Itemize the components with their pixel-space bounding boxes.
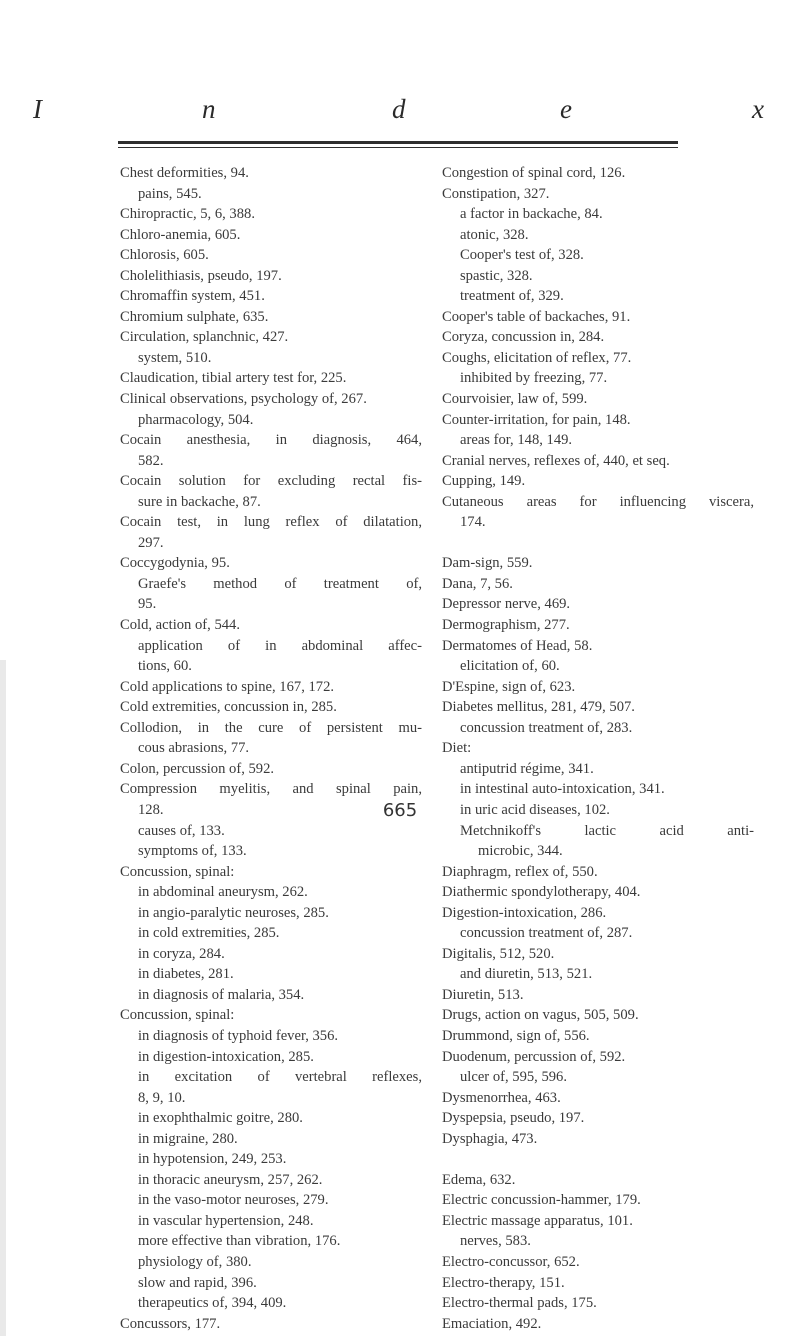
index-subentry: system, 510.	[138, 349, 212, 366]
index-entry: Digestion-intoxication, 286.	[442, 904, 607, 921]
index-entry: Concussors, 177.	[120, 1315, 221, 1332]
index-entry: Dermatomes of Head, 58.	[442, 637, 593, 654]
index-subentry: Graefe's method of treatment of,	[138, 575, 422, 592]
index-subentry: atonic, 328.	[460, 226, 529, 243]
index-entry-continuation: 297.	[138, 534, 164, 551]
index-subentry: microbic, 344.	[478, 843, 563, 860]
index-entry: Diaphragm, reflex of, 550.	[442, 863, 598, 880]
index-entry-continuation: 174.	[460, 514, 486, 531]
index-entry: Compression myelitis, and spinal pain,	[120, 781, 422, 798]
index-entry: Cocain solution for excluding rectal fis-	[120, 473, 422, 490]
index-subentry: treatment of, 329.	[460, 288, 564, 305]
index-entry-continuation: sure in backache, 87.	[138, 493, 261, 510]
index-column-left	[120, 163, 422, 1334]
index-entry: Electro-concussor, 652.	[442, 1253, 580, 1270]
index-entry: D'Espine, sign of, 623.	[442, 678, 576, 695]
index-entry: Concussion, spinal:	[120, 1007, 235, 1024]
index-entry: Cooper's table of backaches, 91.	[442, 308, 631, 325]
page-number: 665	[382, 800, 418, 821]
index-subentry: tions, 60.	[138, 658, 192, 675]
index-entry: Drummond, sign of, 556.	[442, 1027, 590, 1044]
index-entry: Counter-irritation, for pain, 148.	[442, 411, 631, 428]
index-entry: Diuretin, 513.	[442, 986, 524, 1003]
running-header	[0, 94, 800, 134]
index-entry: Drugs, action on vagus, 505, 509.	[442, 1007, 639, 1024]
index-entry: Cutaneous areas for influencing viscera,	[442, 493, 754, 510]
index-entry: Diabetes mellitus, 281, 479, 507.	[442, 699, 635, 716]
index-subentry: application of in abdominal affec-	[138, 637, 422, 654]
index-entry: Dana, 7, 56.	[442, 575, 513, 592]
index-entry: Diet:	[442, 740, 472, 757]
index-entry: Cupping, 149.	[442, 473, 526, 490]
index-subentry: symptoms of, 133.	[138, 843, 247, 860]
section-gap	[442, 533, 754, 554]
index-subentry: pains, 545.	[138, 185, 202, 202]
index-entry: Dermographism, 277.	[442, 617, 570, 634]
index-entry: Cold extremities, concussion in, 285.	[120, 699, 337, 716]
index-entry: Chloro-anemia, 605.	[120, 226, 241, 243]
index-subentry: elicitation of, 60.	[460, 658, 560, 675]
index-entry: Depressor nerve, 469.	[442, 596, 571, 613]
index-entry: Claudication, tibial artery test for, 225.	[120, 370, 347, 387]
index-entry: Electric concussion-hammer, 179.	[442, 1192, 641, 1209]
index-subentry: in cold extremities, 285.	[138, 925, 280, 942]
index-entry: Circulation, splanchnic, 427.	[120, 329, 289, 346]
index-entry: Chromaffin system, 451.	[120, 288, 265, 305]
index-entry: Cocain anesthesia, in diagnosis, 464,	[120, 432, 422, 449]
index-subentry: in digestion-intoxication, 285.	[138, 1048, 314, 1065]
index-entry: Coughs, elicitation of reflex, 77.	[442, 349, 632, 366]
index-entry: Chest deformities, 94.	[120, 165, 249, 181]
index-subentry: concussion treatment of, 287.	[460, 925, 633, 942]
index-subentry: in hypotension, 249, 253.	[138, 1151, 287, 1168]
header-letter: n	[202, 94, 216, 124]
index-subentry: and diuretin, 513, 521.	[460, 966, 593, 983]
index-entry: Chromium sulphate, 635.	[120, 308, 269, 325]
index-subentry: causes of, 133.	[138, 822, 225, 839]
header-rule-thin	[118, 147, 678, 148]
index-subentry: areas for, 148, 149.	[460, 432, 573, 449]
index-entry: Concussion, spinal:	[120, 863, 235, 880]
index-subentry: in abdominal aneurysm, 262.	[138, 884, 308, 901]
index-entry: Colon, percussion of, 592.	[120, 760, 275, 777]
index-subentry: in migraine, 280.	[138, 1130, 238, 1147]
index-subentry: concussion treatment of, 283.	[460, 719, 633, 736]
header-letter: d	[392, 94, 406, 124]
index-subentry: in uric acid diseases, 102.	[460, 801, 610, 818]
index-entry: Courvoisier, law of, 599.	[442, 391, 588, 408]
index-entry: Collodion, in the cure of persistent mu-	[120, 719, 422, 736]
index-subentry: physiology of, 380.	[138, 1253, 252, 1270]
index-entry: Coryza, concussion in, 284.	[442, 329, 605, 346]
index-column-right	[442, 163, 754, 1334]
index-subentry: pharmacology, 504.	[138, 411, 254, 428]
index-subentry: inhibited by freezing, 77.	[460, 370, 608, 387]
index-subentry: in intestinal auto-intoxication, 341.	[460, 781, 665, 798]
index-entry: Dyspepsia, pseudo, 197.	[442, 1110, 585, 1127]
index-entry: Clinical observations, psychology of, 267.	[120, 391, 367, 408]
index-entry: Cholelithiasis, pseudo, 197.	[120, 267, 282, 284]
header-rule-thick	[118, 141, 678, 144]
index-entry-continuation: 128.	[138, 801, 164, 818]
header-letter: x	[752, 94, 764, 124]
index-entry: Electric massage apparatus, 101.	[442, 1212, 633, 1229]
index-entry-continuation: 95.	[138, 596, 157, 613]
index-entry: Cocain test, in lung reflex of dilatation,	[120, 514, 422, 531]
index-entry: Cold, action of, 544.	[120, 617, 240, 634]
index-entry: Digitalis, 512, 520.	[442, 945, 555, 962]
index-entry: Dam-sign, 559.	[442, 555, 533, 572]
index-subentry: nerves, 583.	[460, 1233, 531, 1250]
index-subentry: Metchnikoff's lactic acid anti-	[460, 822, 754, 839]
header-letter: I	[33, 94, 42, 124]
index-entry: Electro-therapy, 151.	[442, 1274, 565, 1291]
index-entry: Electro-thermal pads, 175.	[442, 1295, 597, 1312]
index-entry: Chlorosis, 605.	[120, 247, 209, 264]
index-subentry: ulcer of, 595, 596.	[460, 1069, 567, 1086]
index-subentry: a factor in backache, 84.	[460, 206, 603, 223]
index-subentry: in diagnosis of malaria, 354.	[138, 986, 305, 1003]
index-entry: Dysphagia, 473.	[442, 1130, 538, 1147]
index-subentry: in exophthalmic goitre, 280.	[138, 1110, 303, 1127]
index-subentry: in excitation of vertebral reflexes,	[138, 1069, 422, 1086]
index-entry: Edema, 632.	[442, 1171, 516, 1188]
index-subentry: Cooper's test of, 328.	[460, 247, 584, 264]
index-subentry: in diabetes, 281.	[138, 966, 234, 983]
index-subentry: antiputrid régime, 341.	[460, 760, 594, 777]
index-entry-continuation: 8, 9, 10.	[138, 1089, 186, 1106]
index-entry: Emaciation, 492.	[442, 1315, 542, 1332]
index-entry: Duodenum, percussion of, 592.	[442, 1048, 626, 1065]
index-entry: Chiropractic, 5, 6, 388.	[120, 206, 255, 223]
index-subentry: in coryza, 284.	[138, 945, 225, 962]
index-subentry: in vascular hypertension, 248.	[138, 1212, 314, 1229]
index-entry: Constipation, 327.	[442, 185, 550, 202]
index-subentry: more effective than vibration, 176.	[138, 1233, 341, 1250]
index-subentry: in thoracic aneurysm, 257, 262.	[138, 1171, 323, 1188]
index-entry: Congestion of spinal cord, 126.	[442, 165, 626, 181]
index-subentry: in diagnosis of typhoid fever, 356.	[138, 1027, 339, 1044]
index-subentry: cous abrasions, 77.	[138, 740, 250, 757]
index-entry: Cranial nerves, reflexes of, 440, et seq.	[442, 452, 670, 469]
index-subentry: spastic, 328.	[460, 267, 533, 284]
index-entry: Cold applications to spine, 167, 172.	[120, 678, 335, 695]
index-entry-continuation: 582.	[138, 452, 164, 469]
index-subentry: in angio-paralytic neuroses, 285.	[138, 904, 329, 921]
index-entry: Coccygodynia, 95.	[120, 555, 230, 572]
header-letter: e	[560, 94, 572, 124]
index-subentry: in the vaso-motor neuroses, 279.	[138, 1192, 329, 1209]
page-edge-shadow	[0, 660, 6, 1336]
index-entry: Dysmenorrhea, 463.	[442, 1089, 561, 1106]
index-entry: Diathermic spondylotherapy, 404.	[442, 884, 641, 901]
index-subentry: therapeutics of, 394, 409.	[138, 1295, 287, 1312]
section-gap	[442, 1149, 754, 1170]
index-subentry: slow and rapid, 396.	[138, 1274, 257, 1291]
